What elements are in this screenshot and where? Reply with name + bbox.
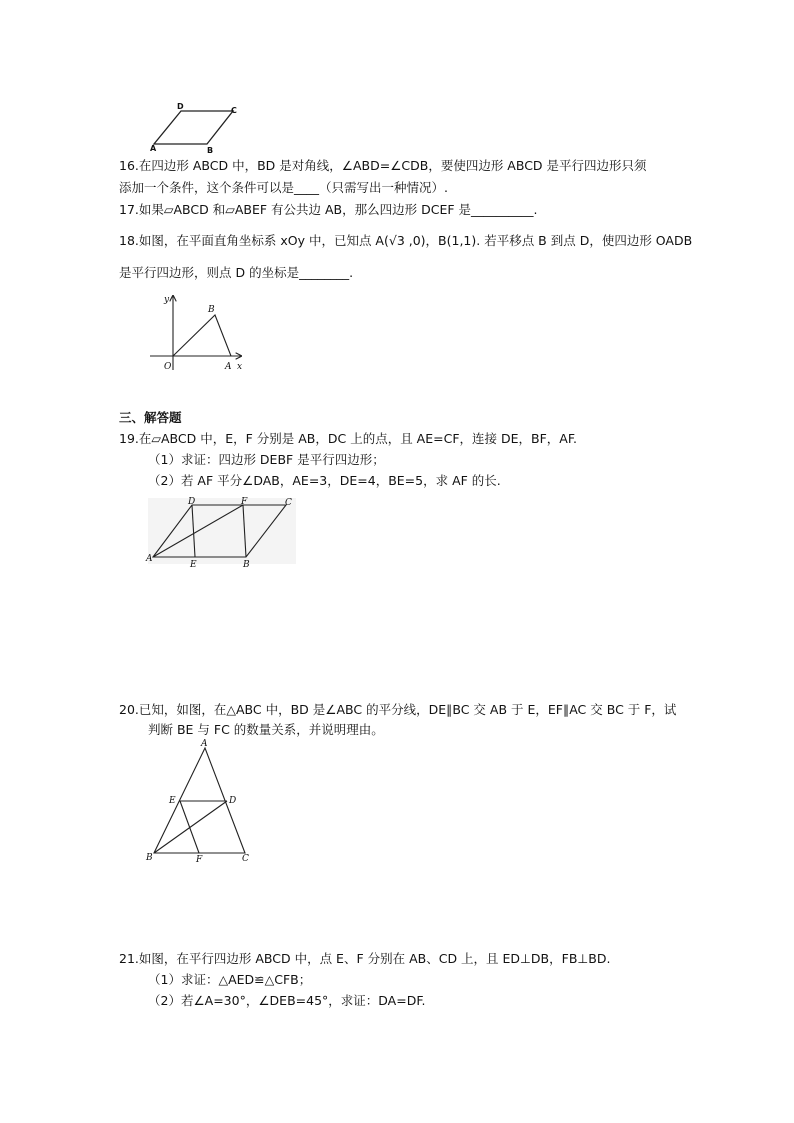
section-3-title: 三、解答题 (119, 410, 182, 425)
q20-label-a: A (201, 739, 208, 749)
q16-parallelogram-figure (150, 100, 245, 155)
q19-label-d: D (188, 497, 196, 507)
q20-label-b: B (146, 853, 153, 863)
q18-line-1: 18.如图，在平面直角坐标系 xOy 中，已知点 A(√3 ,0)，B(1,1). 若平移点 B 到点 D，使四边形 OADB (119, 233, 693, 248)
q17-line-1: 17.如果▱ABCD 和▱ABEF 有公共边 AB，那么四边形 DCEF 是__________. (119, 202, 538, 217)
q16-label-c: C (231, 106, 237, 115)
q18-label-b: B (208, 305, 215, 315)
q16-line-2: 添加一个条件，这个条件可以是____（只需写出一种情况）. (119, 180, 448, 195)
q19-part-1: （1）求证：四边形 DEBF 是平行四边形； (148, 452, 385, 467)
q20-triangle-figure (140, 738, 260, 868)
q16-line-1: 16.在四边形 ABCD 中，BD 是对角线，∠ABD=∠CDB，要使四边形 ABCD 是平行四边形只须 (119, 158, 647, 173)
q20-label-c: C (242, 854, 249, 864)
q19-part-2: （2）若 AF 平分∠DAB，AE=3，DE=4，BE=5，求 AF 的长. (148, 473, 501, 488)
q21-line-1: 21.如图，在平行四边形 ABCD 中，点 E、F 分别在 AB、CD 上，且 ED⊥DB，FB⊥BD. (119, 951, 611, 966)
q20-label-f: F (196, 855, 203, 865)
q20-line-2: 判断 BE 与 FC 的数量关系，并说明理由。 (148, 722, 384, 737)
q18-coordinate-figure (145, 290, 250, 375)
q19-label-a: A (146, 554, 153, 564)
q18-line-2: 是平行四边形，则点 D 的坐标是________. (119, 265, 354, 280)
q19-label-b: B (243, 560, 250, 570)
q19-line-1: 19.在▱ABCD 中，E，F 分别是 AB，DC 上的点，且 AE=CF，连接 DE，BF，AF. (119, 431, 577, 446)
q19-label-c: C (285, 498, 292, 508)
q18-label-y: y (164, 295, 170, 305)
q20-line-1: 20.已知，如图，在△ABC 中，BD 是∠ABC 的平分线，DE∥BC 交 AB 于 E，EF∥AC 交 BC 于 F，试 (119, 702, 677, 717)
q20-label-d: D (229, 796, 237, 806)
q19-parallelogram-figure (145, 495, 305, 570)
q21-part-2: （2）若∠A=30°，∠DEB=45°，求证：DA=DF. (148, 993, 426, 1008)
q20-segment-ef (180, 801, 199, 853)
q21-part-1: （1）求证：△AED≌△CFB； (148, 972, 312, 987)
q16-label-a: A (150, 144, 157, 153)
q20-label-e: E (169, 796, 176, 806)
q16-label-b: B (207, 146, 214, 155)
q16-parallelogram-shape (154, 111, 233, 144)
q19-label-f: F (241, 497, 248, 507)
q20-segment-bd (154, 801, 227, 853)
q19-label-e: E (190, 560, 197, 570)
q18-label-x: x (237, 362, 243, 372)
q16-label-d: D (177, 102, 184, 111)
q18-label-a: A (225, 362, 232, 372)
q18-label-o: O (164, 362, 172, 372)
q18-triangle-oba (173, 315, 231, 356)
